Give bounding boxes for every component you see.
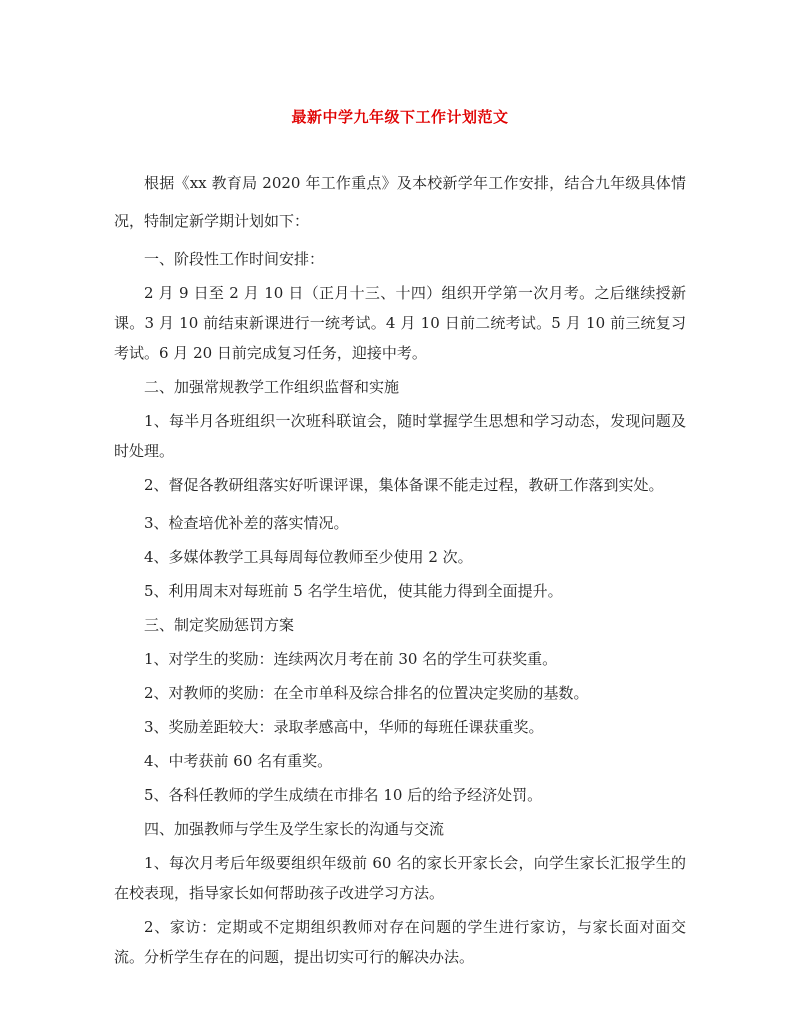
list-item: 3、奖励差距较大：录取孝感高中，华师的每班任课获重奖。	[144, 718, 544, 736]
section-heading-3: 三、制定奖励惩罚方案	[144, 616, 295, 634]
list-item: 2、家访：定期或不定期组织教师对存在问题的学生进行家访，与家长面对面交流。分析学生存在的问题，提出切实可行的解决办法。	[114, 918, 686, 966]
document-body	[114, 164, 686, 972]
list-item: 2、督促各教研组落实好听课评课，集体备课不能走过程，教研工作落到实处。	[144, 476, 664, 494]
list-item: 4、多媒体教学工具每周每位教师至少使用 2 次。	[144, 548, 473, 566]
list-item: 1、对学生的奖励：连续两次月考在前 30 名的学生可获奖重。	[144, 650, 558, 668]
list-item: 1、每半月各班组织一次班科联谊会，随时掌握学生思想和学习动态，发现问题及时处理。	[114, 412, 686, 460]
paragraph-schedule: 2 月 9 日至 2 月 10 日（正月十三、十四）组织开学第一次月考。之后继续授新课。3 月 10 前结束新课进行一统考试。4 月 10 日前二统考试。5 月 10 前三统复习考试。6 月 20 日前完成复习任务，迎接中考。	[114, 284, 686, 362]
list-item: 5、各科任教师的学生成绩在市排名 10 后的给予经济处罚。	[144, 786, 543, 804]
list-item: 4、中考获前 60 名有重奖。	[144, 752, 333, 770]
list-item: 3、检查培优补差的落实情况。	[144, 514, 349, 532]
paragraph-intro: 根据《xx 教育局 2020 年工作重点》及本校新学年工作安排，结合九年级具体情况，特制定新学期计划如下：	[114, 174, 686, 230]
document-title: 最新中学九年级下工作计划范文	[291, 108, 509, 126]
list-item: 5、利用周末对每班前 5 名学生培优，使其能力得到全面提升。	[144, 582, 563, 600]
list-item: 1、每次月考后年级要组织年级前 60 名的家长开家长会，向学生家长汇报学生的在校表现，指导家长如何帮助孩子改进学习方法。	[114, 854, 686, 902]
section-heading-4: 四、加强教师与学生及学生家长的沟通与交流	[144, 820, 445, 838]
section-heading-2: 二、加强常规教学工作组织监督和实施	[144, 378, 400, 396]
section-heading-1: 一、阶段性工作时间安排：	[144, 250, 325, 268]
list-item: 2、对教师的奖励：在全市单科及综合排名的位置决定奖励的基数。	[144, 684, 589, 702]
